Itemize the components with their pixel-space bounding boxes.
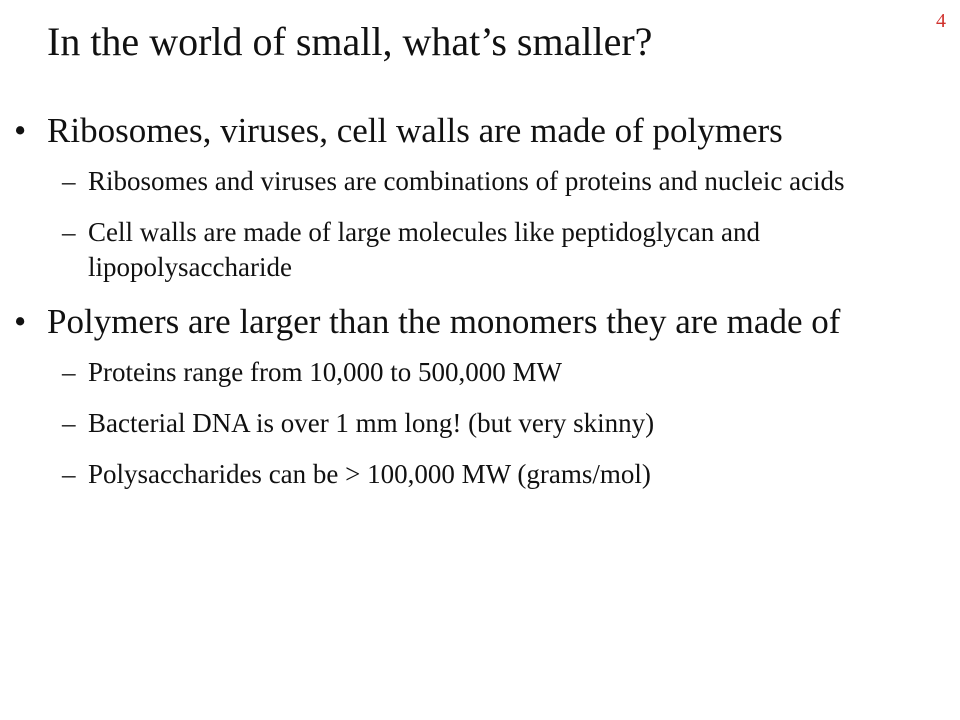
sub-bullet-text: Bacterial DNA is over 1 mm long! (but very skinny)	[88, 408, 655, 438]
sub-bullet-item	[0, 457, 938, 492]
bullet-item	[0, 110, 947, 152]
sub-bullet-marker: –	[62, 166, 76, 196]
bullet-marker: •	[14, 302, 27, 341]
bullet-marker: •	[14, 111, 27, 150]
sub-bullet-text: Polysaccharides can be > 100,000 MW (grams/mol)	[88, 459, 651, 489]
bullet-text: Ribosomes, viruses, cell walls are made of polymers	[47, 111, 783, 150]
sub-bullet-marker: –	[62, 217, 76, 247]
slide-title: In the world of small, what’s smaller?	[47, 19, 653, 64]
sub-bullet-item	[0, 164, 938, 199]
sub-bullet-item	[0, 215, 938, 285]
bullet-text: Polymers are larger than the monomers they are made of	[47, 302, 841, 341]
slide-number: 4	[936, 10, 946, 32]
sub-bullet-marker: –	[62, 459, 76, 489]
bullet-list	[0, 110, 960, 508]
bullet-item	[0, 301, 947, 343]
sub-bullet-marker: –	[62, 408, 76, 438]
sub-bullet-item	[0, 406, 938, 441]
sub-bullet-marker: –	[62, 357, 76, 387]
sub-bullet-text: Ribosomes and viruses are combinations of proteins and nucleic acids	[88, 166, 845, 196]
sub-bullet-item	[0, 355, 938, 390]
sub-bullet-text: Cell walls are made of large molecules like peptidoglycan and lipopolysaccharide	[88, 217, 761, 282]
sub-bullet-text: Proteins range from 10,000 to 500,000 MW	[88, 357, 562, 387]
